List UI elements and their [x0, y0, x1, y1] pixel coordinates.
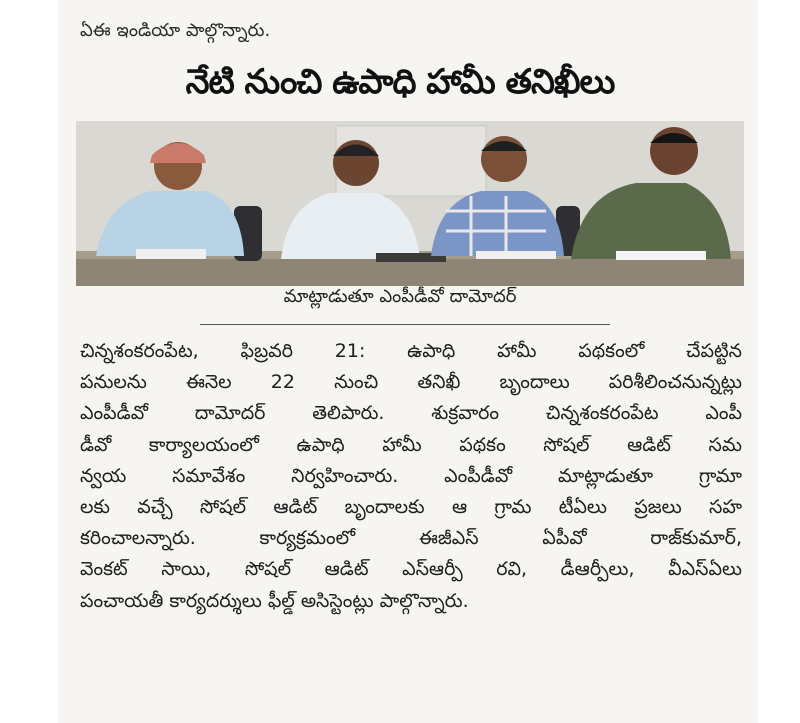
body-line: పనులను ఈనెల 22 నుంచి తనిఖీ బృందాలు పరిశీలించనున్నట్లు: [80, 371, 742, 394]
article-body: [80, 336, 742, 617]
body-line: వెంకట్ సాయి, సోషల్ ఆడిట్ ఎస్ఆర్పీ రవి, డీఆర్పీలు, వీఎస్ఏలు: [80, 558, 742, 581]
previous-article-last-line: ఏఈ ఇండియా పాల్గొన్నారు.: [80, 20, 271, 41]
body-line: పంచాయతీ కార్యదర్శులు ఫీల్డ్ అసిస్టెంట్లు పాల్గొన్నారు.: [80, 589, 469, 612]
meeting-photo-illustration: [76, 121, 744, 286]
article-headline: నేటి నుంచి ఉపాధి హామీ తనిఖీలు: [185, 62, 615, 102]
body-line: కరించాలన్నారు. కార్యక్రమంలో ఈజీఎస్ ఏపీవో రాజ్‌కుమార్,: [80, 527, 742, 550]
photo-caption: మాట్లాడుతూ ఎంపీడీవో దామోదర్: [283, 286, 517, 307]
caption-divider: [200, 324, 610, 325]
body-line: డీవో కార్యాలయంలో ఉపాధి హామీ పథకం సోషల్ ఆడిట్ సమ: [80, 433, 742, 456]
body-line: చిన్నశంకరంపేట, ఫిబ్రవరి 21: ఉపాధి హామీ పథకంలో చేపట్టిన: [80, 340, 742, 362]
news-photo: [76, 121, 744, 286]
body-line: ఎంపీడీవో దామోదర్ తెలిపారు. శుక్రవారం చిన్నశంకరంపేట ఎంపీ: [80, 402, 742, 425]
body-line: లకు వచ్చే సోషల్ ఆడిట్ బృందాలకు ఆ గ్రామ టీఏలు ప్రజలు సహ: [80, 495, 742, 518]
body-line: న్వయ సమావేశం నిర్వహించారు. ఎంపీడీవో మాట్లాడుతూ గ్రామా: [80, 464, 742, 487]
